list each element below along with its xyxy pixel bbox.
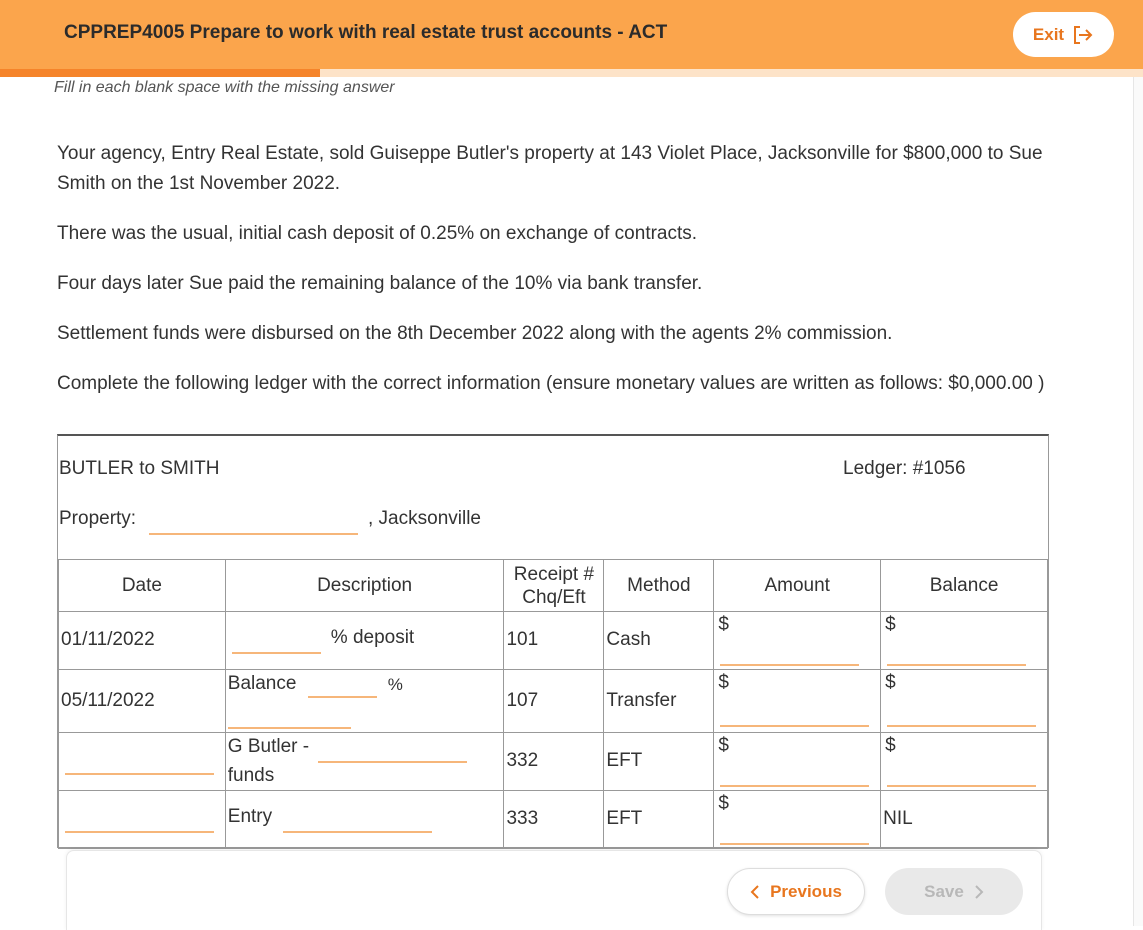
table-row [59, 733, 1048, 791]
trust-ledger [57, 434, 1049, 848]
progress-bar [0, 69, 1143, 77]
row4-desc-prefix: Entry [227, 806, 273, 827]
row1-amount-currency: $ [718, 614, 729, 635]
row3-description-input[interactable] [318, 761, 467, 763]
row2-method: Transfer [606, 690, 677, 711]
progress-fill [0, 69, 320, 77]
row2-balance-input[interactable] [887, 725, 1036, 727]
row3-receipt: 332 [506, 750, 539, 771]
exit-button[interactable] [1013, 12, 1114, 57]
col-receipt: Receipt # Chq/Eft [504, 560, 604, 612]
scenario-paragraph-3: Four days later Sue paid the remaining balance of the 10% via bank transfer. [57, 273, 703, 294]
row3-balance-currency: $ [885, 735, 896, 756]
row3-method: EFT [606, 750, 643, 771]
row4-amount-currency: $ [718, 793, 729, 814]
row2-desc-prefix: Balance [227, 673, 297, 694]
course-title: CPPREP4005 Prepare to work with real estate trust accounts - ACT [64, 22, 668, 43]
property-suburb: , Jacksonville [368, 508, 481, 529]
previous-button[interactable] [727, 868, 865, 915]
col-description: Description [225, 560, 504, 612]
ledger-number: Ledger: #1056 [843, 458, 966, 479]
ledger-table [58, 559, 1048, 849]
row2-date: 05/11/2022 [61, 690, 155, 711]
row1-amount-input[interactable] [720, 664, 859, 666]
row4-method: EFT [606, 808, 643, 829]
row4-receipt: 333 [506, 808, 539, 829]
row3-desc-prefix: G Butler - [227, 736, 310, 757]
previous-label: Previous [770, 881, 842, 901]
row2-amount-input[interactable] [720, 725, 869, 727]
row2-description-input[interactable] [228, 727, 351, 729]
save-label: Save [924, 881, 964, 901]
row2-receipt: 107 [506, 690, 539, 711]
exit-label: Exit [1032, 24, 1065, 44]
save-button[interactable] [885, 868, 1023, 915]
row3-amount-currency: $ [718, 735, 729, 756]
row3-balance-input[interactable] [887, 785, 1036, 787]
row1-method: Cash [606, 629, 651, 650]
col-balance: Balance [881, 560, 1048, 612]
scenario-paragraph-4: Settlement funds were disbursed on the 8th December 2022 along with the agents 2% commission. [57, 323, 893, 344]
table-row [59, 791, 1048, 849]
row1-date: 01/11/2022 [61, 629, 155, 650]
navigation-bar [66, 850, 1042, 930]
table-row [59, 670, 1048, 733]
row3-desc-line2: funds [227, 765, 275, 786]
row2-balance-currency: $ [885, 672, 896, 693]
ledger-parties: BUTLER to SMITH [59, 458, 220, 479]
col-method: Method [604, 560, 714, 612]
row3-amount-input[interactable] [720, 785, 869, 787]
scrollbar[interactable] [1133, 77, 1143, 926]
scenario-paragraph-5: Complete the following ledger with the correct information (ensure monetary values are written as follows: $0,000.00 ) [57, 373, 1045, 394]
col-date: Date [59, 560, 226, 612]
property-address-input[interactable] [149, 533, 358, 535]
table-row [59, 612, 1048, 670]
chevron-left-icon [750, 885, 760, 899]
exit-icon [1072, 25, 1094, 45]
property-label: Property: [59, 508, 137, 529]
table-header-row [59, 560, 1048, 612]
chevron-right-icon [974, 885, 984, 899]
instructions-text: Fill in each blank space with the missing answer [54, 79, 395, 96]
row4-date-input[interactable] [65, 831, 214, 833]
row4-balance: NIL [883, 808, 913, 829]
row1-receipt: 101 [506, 629, 539, 650]
row1-balance-input[interactable] [887, 664, 1026, 666]
row3-date-input[interactable] [65, 773, 214, 775]
row2-desc-suffix: % [387, 675, 403, 694]
row4-description-input[interactable] [283, 831, 432, 833]
header-bar [0, 0, 1143, 69]
row4-amount-input[interactable] [720, 843, 869, 845]
row1-balance-currency: $ [885, 614, 896, 635]
row1-desc-suffix: % deposit [330, 627, 415, 648]
scenario-paragraph-1: Your agency, Entry Real Estate, sold Guiseppe Butler's property at 143 Violet Place, Jacksonville for $800,000 to Sue Smith on the 1st November 2022. [57, 143, 1043, 194]
row2-amount-currency: $ [718, 672, 729, 693]
row2-balance-percent-input[interactable] [308, 696, 377, 698]
col-amount: Amount [714, 560, 881, 612]
scenario-paragraph-2: There was the usual, initial cash deposit of 0.25% on exchange of contracts. [57, 223, 698, 244]
row1-deposit-percent-input[interactable] [232, 652, 321, 654]
